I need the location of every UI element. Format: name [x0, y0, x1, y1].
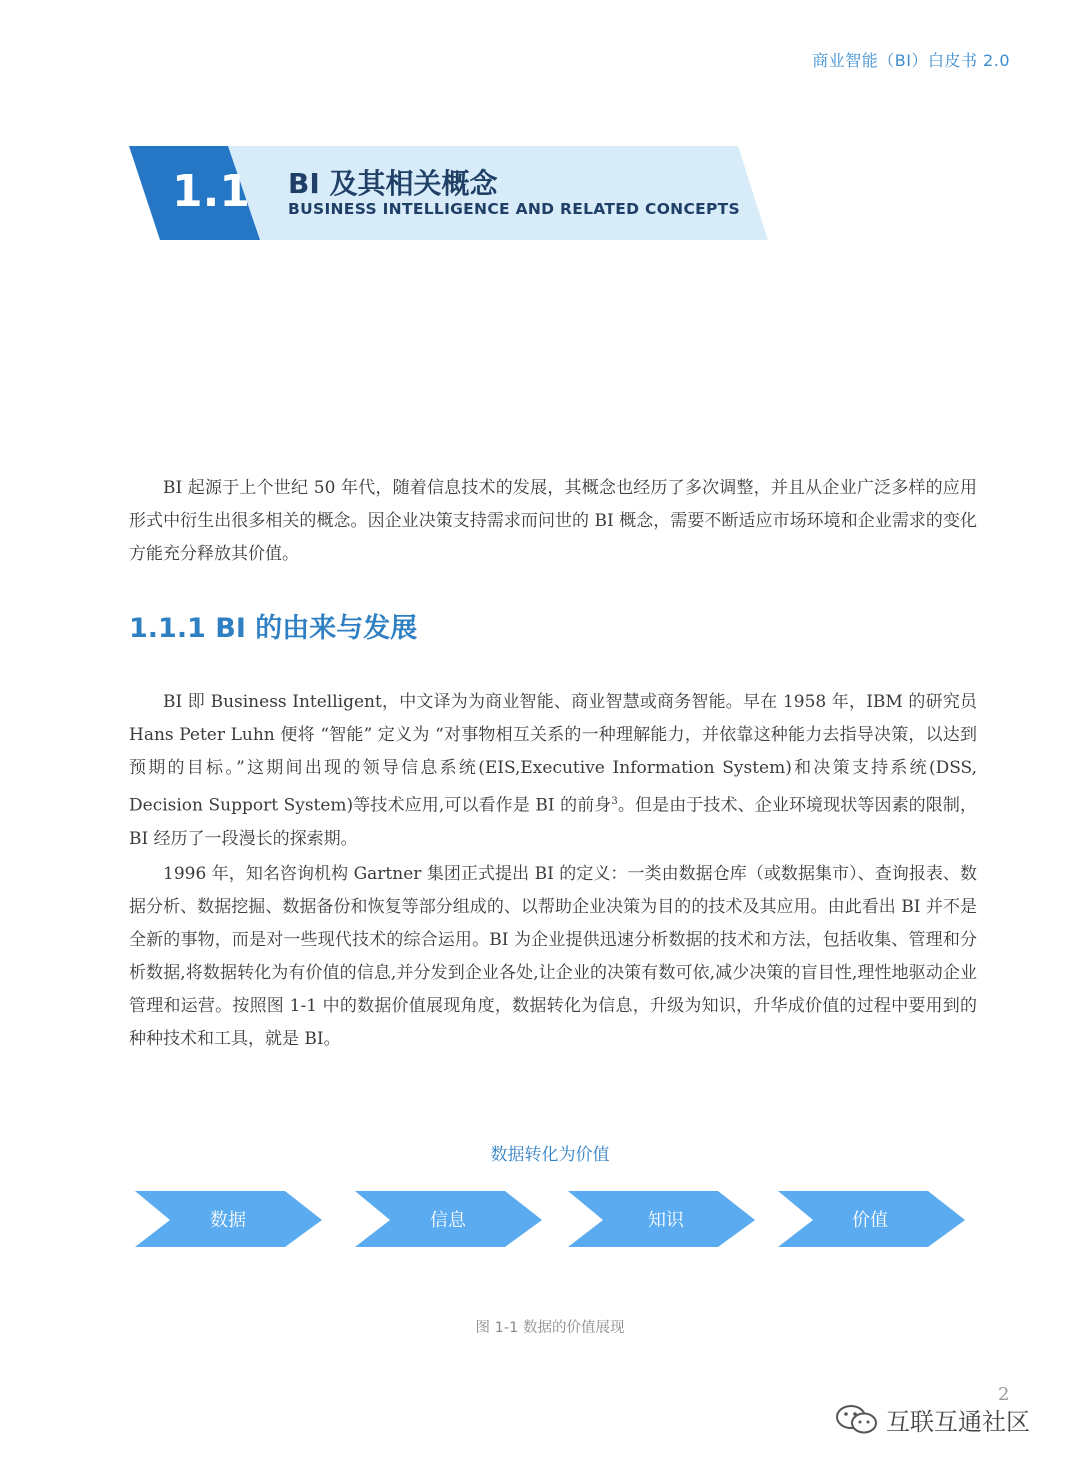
section-banner [0, 0, 1080, 260]
page-number: 2 [998, 1384, 1010, 1405]
flow-label-data: 数据 [210, 1210, 246, 1231]
body-paragraph-2: 1996 年，知名咨询机构 Gartner 集团正式提出 BI 的定义：一类由数据仓库（或数据集市）、查询报表、数据分析、数据挖掘、数据备份和恢复等部分组成的、以帮助企业决策为目的的技术及其应用。由此看出 BI 并不是全新的事物，而是对一些现代技术的综合运用。BI 为企业提供迅速分析数据的技术和方法，包括收集、管理和分析数据,将数据转化为有价值的信息,并分发到企业各处,让企业的决策有数可依,减少决策的盲目性,理性地驱动企业管理和运营。按照图 1-1 中的数据价值展现角度，数据转化为信息，升级为知识，升华成价值的过程中要用到的种种技术和工具，就是 BI。 [129, 864, 977, 1049]
banner-shapes [0, 0, 1080, 260]
header-title: 商业智能（BI）白皮书 2.0 [812, 51, 1010, 70]
watermark [834, 1402, 1030, 1437]
subsection-title: 1.1.1 BI 的由来与发展 [129, 613, 418, 644]
section-number: 1.1 [172, 166, 250, 217]
flow-label-information: 信息 [430, 1210, 466, 1231]
flow-label-value: 价值 [852, 1210, 888, 1231]
figure-title: 数据转化为价值 [490, 1145, 610, 1165]
section-title-en: BUSINESS INTELLIGENCE AND RELATED CONCEPTS [288, 200, 741, 218]
para1-text: BI 即 Business Intelligent，中文译为为商业智能、商业智慧或商务智能。早在 1958 年，IBM 的研究员 Hans Peter Luhn 便将 “智能” 定义为 “对事物相互关系的一种理解能力，并依靠这种能力去指导决策，以达到预期的目标。”这期间出现的领导信息系统(EIS,Executive Information System)和决策支持系统(DSS, Decision Support System)等技术应用,可以看作是 BI 的前身 [129, 692, 977, 816]
para1-text-cont: 。但是由于技术、企业环境现状等因素的限制，BI 经历了一段漫长的探索期。 [129, 795, 978, 849]
flow-label-knowledge: 知识 [648, 1210, 684, 1231]
section-title-zh: BI 及其相关概念 [288, 167, 498, 200]
watermark-text: 互联互通社区 [886, 1408, 1030, 1436]
intro-paragraph: BI 起源于上个世纪 50 年代，随着信息技术的发展，其概念也经历了多次调整，并且从企业广泛多样的应用形式中衍生出很多相关的概念。因企业决策支持需求而问世的 BI 概念，需要不断适应市场环境和企业需求的变化方能充分释放其价值。 [129, 478, 977, 564]
footnote-ref: 3 [611, 796, 618, 807]
body-paragraph-1 [129, 686, 977, 856]
figure-caption: 图 1-1 数据的价值展现 [475, 1320, 625, 1336]
wechat-icon [834, 1404, 880, 1436]
